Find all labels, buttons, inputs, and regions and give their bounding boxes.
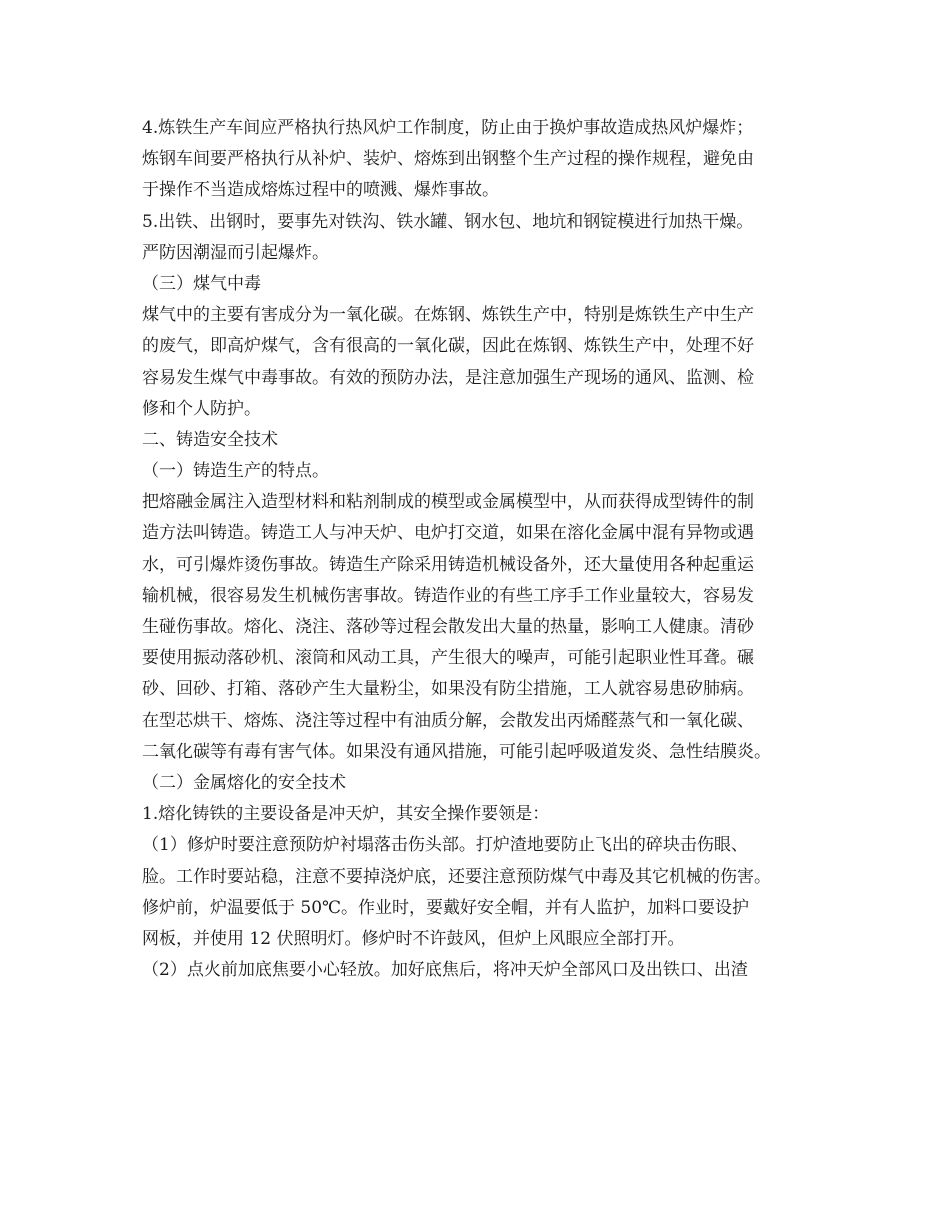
text-line: 生碰伤事故。熔化、浇注、落砂等过程会散发出大量的热量，影响工人健康。清砂 <box>142 617 754 637</box>
text-line: 二氧化碳等有毒有害气体。如果没有通风措施，可能引起呼吸道发炎、急性结膜炎。 <box>142 741 771 762</box>
text-line: （2）点火前加底焦要小心轻放。加好底焦后，将冲天炉全部风口及出铁口、出渣 <box>142 960 748 981</box>
text-line: 于操作不当造成熔炼过程中的喷溅、爆炸事故。 <box>142 180 499 201</box>
text-line: 要使用振动落砂机、滚筒和风动工具，产生很大的噪声，可能引起职业性耳聋。碾 <box>142 648 754 669</box>
section-heading: （一）铸造生产的特点。 <box>142 461 329 482</box>
text-line: 5.出铁、出钢时，要事先对铁沟、铁水罐、钢水包、地坑和钢锭模进行加热干燥。 <box>142 211 754 232</box>
text-line: 脸。工作时要站稳，注意不要掉浇炉底，还要注意预防煤气中毒及其它机械的伤害。 <box>142 866 771 887</box>
text-line: 的废气，即高炉煤气，含有很高的一氧化碳，因此在炼钢、炼铁生产中，处理不好 <box>142 336 754 357</box>
section-heading: （二）金属熔化的安全技术 <box>142 772 346 793</box>
text-line: 网板，并使用 12 伏照明灯。修炉时不许鼓风，但炉上风眼应全部打开。 <box>142 928 685 949</box>
text-line: 输机械，很容易发生机械伤害事故。铸造作业的有些工序手工作业量较大，容易发 <box>142 585 754 606</box>
text-line: 修和个人防护。 <box>142 398 261 419</box>
text-line: 造方法叫铸造。铸造工人与冲天炉、电炉打交道，如果在溶化金属中混有异物或遇 <box>142 523 754 544</box>
text-line: 煤气中的主要有害成分为一氧化碳。在炼钢、炼铁生产中，特别是炼铁生产中生产 <box>142 305 754 326</box>
document-body <box>142 113 822 986</box>
text-line: （1）修炉时要注意预防炉衬塌落击伤头部。打炉渣地要防止飞出的碎块击伤眼、 <box>142 835 748 856</box>
section-heading: （三）煤气中毒 <box>142 273 261 294</box>
text-line: 4.炼铁生产车间应严格执行热风炉工作制度，防止由于换炉事故造成热风炉爆炸； <box>142 118 754 138</box>
text-line: 修炉前，炉温要低于 50℃。作业时，要戴好安全帽，并有人监护，加料口要设护 <box>142 897 750 918</box>
text-line: 在型芯烘干、熔炼、浇注等过程中有油质分解，会散发出丙烯醛蒸气和一氧化碳、 <box>142 710 754 731</box>
text-line: 把熔融金属注入造型材料和粘剂制成的模型或金属模型中，从而获得成型铸件的制 <box>142 492 754 513</box>
text-line: 严防因潮湿而引起爆炸。 <box>142 242 329 263</box>
text-line: 容易发生煤气中毒事故。有效的预防办法，是注意加强生产现场的通风、监测、检 <box>142 367 754 388</box>
text-line: 1.熔化铸铁的主要设备是冲天炉，其安全操作要领是： <box>142 804 550 825</box>
text-line: 水，可引爆炸烫伤事故。铸造生产除采用铸造机械设备外，还大量使用各种起重运 <box>142 554 754 575</box>
section-heading: 二、铸造安全技术 <box>142 429 278 450</box>
text-line: 砂、回砂、打箱、落砂产生大量粉尘，如果没有防尘措施，工人就容易患矽肺病。 <box>142 679 754 700</box>
text-line: 炼钢车间要严格执行从补炉、装炉、熔炼到出钢整个生产过程的操作规程，避免由 <box>142 149 754 170</box>
